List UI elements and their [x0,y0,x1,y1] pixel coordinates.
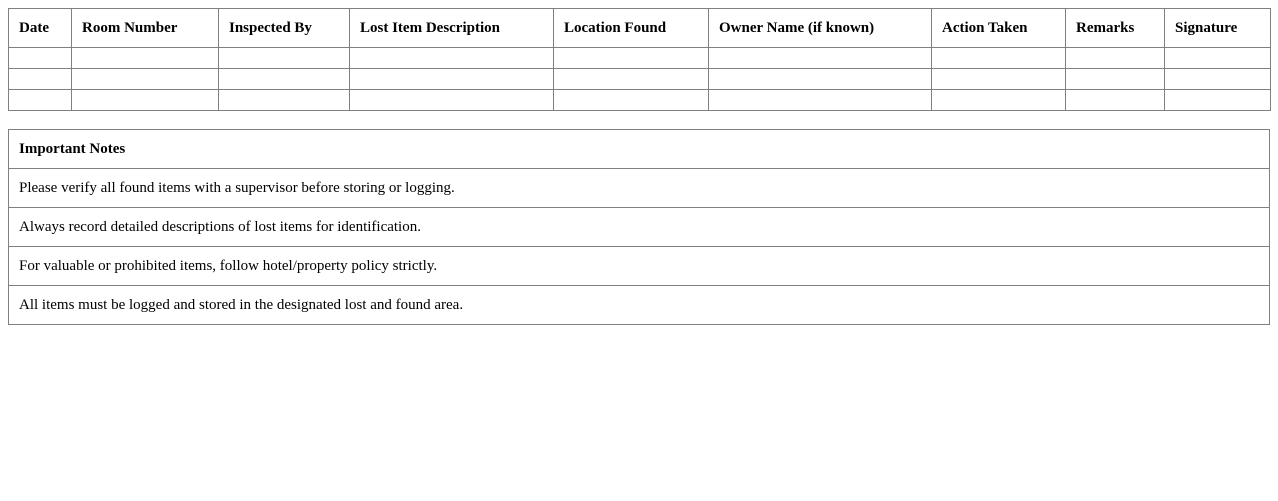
cell-date[interactable] [9,69,72,90]
note-row [9,286,1270,325]
important-notes-table [8,129,1270,325]
table-header-row [9,9,1271,48]
column-header-lost-item-description: Lost Item Description [350,9,554,48]
column-header-remarks: Remarks [1066,9,1165,48]
note-item: For valuable or prohibited items, follow hotel/property policy strictly. [9,247,1270,286]
column-header-date: Date [9,9,72,48]
cell-signature[interactable] [1165,69,1271,90]
cell-inspected-by[interactable] [219,48,350,69]
cell-action-taken[interactable] [932,90,1066,111]
cell-room-number[interactable] [72,69,219,90]
cell-location-found[interactable] [554,90,709,111]
notes-heading-row [9,130,1270,169]
column-header-room-number: Room Number [72,9,219,48]
note-item: All items must be logged and stored in the designated lost and found area. [9,286,1270,325]
note-item: Always record detailed descriptions of lost items for identification. [9,208,1270,247]
cell-owner-name[interactable] [709,90,932,111]
column-header-signature: Signature [1165,9,1271,48]
cell-room-number[interactable] [72,48,219,69]
table-row [9,69,1271,90]
cell-signature[interactable] [1165,48,1271,69]
note-row [9,169,1270,208]
note-row [9,247,1270,286]
cell-date[interactable] [9,48,72,69]
cell-action-taken[interactable] [932,48,1066,69]
cell-room-number[interactable] [72,90,219,111]
column-header-inspected-by: Inspected By [219,9,350,48]
cell-inspected-by[interactable] [219,90,350,111]
column-header-location-found: Location Found [554,9,709,48]
cell-date[interactable] [9,90,72,111]
cell-lost-item-description[interactable] [350,69,554,90]
column-header-action-taken: Action Taken [932,9,1066,48]
table-row [9,48,1271,69]
cell-remarks[interactable] [1066,69,1165,90]
cell-lost-item-description[interactable] [350,90,554,111]
cell-remarks[interactable] [1066,48,1165,69]
table-row [9,90,1271,111]
lost-and-found-log-table [8,8,1271,111]
note-row [9,208,1270,247]
notes-heading: Important Notes [9,130,1270,169]
cell-location-found[interactable] [554,69,709,90]
cell-remarks[interactable] [1066,90,1165,111]
cell-action-taken[interactable] [932,69,1066,90]
note-item: Please verify all found items with a supervisor before storing or logging. [9,169,1270,208]
column-header-owner-name: Owner Name (if known) [709,9,932,48]
cell-owner-name[interactable] [709,48,932,69]
cell-location-found[interactable] [554,48,709,69]
cell-inspected-by[interactable] [219,69,350,90]
cell-signature[interactable] [1165,90,1271,111]
cell-lost-item-description[interactable] [350,48,554,69]
cell-owner-name[interactable] [709,69,932,90]
